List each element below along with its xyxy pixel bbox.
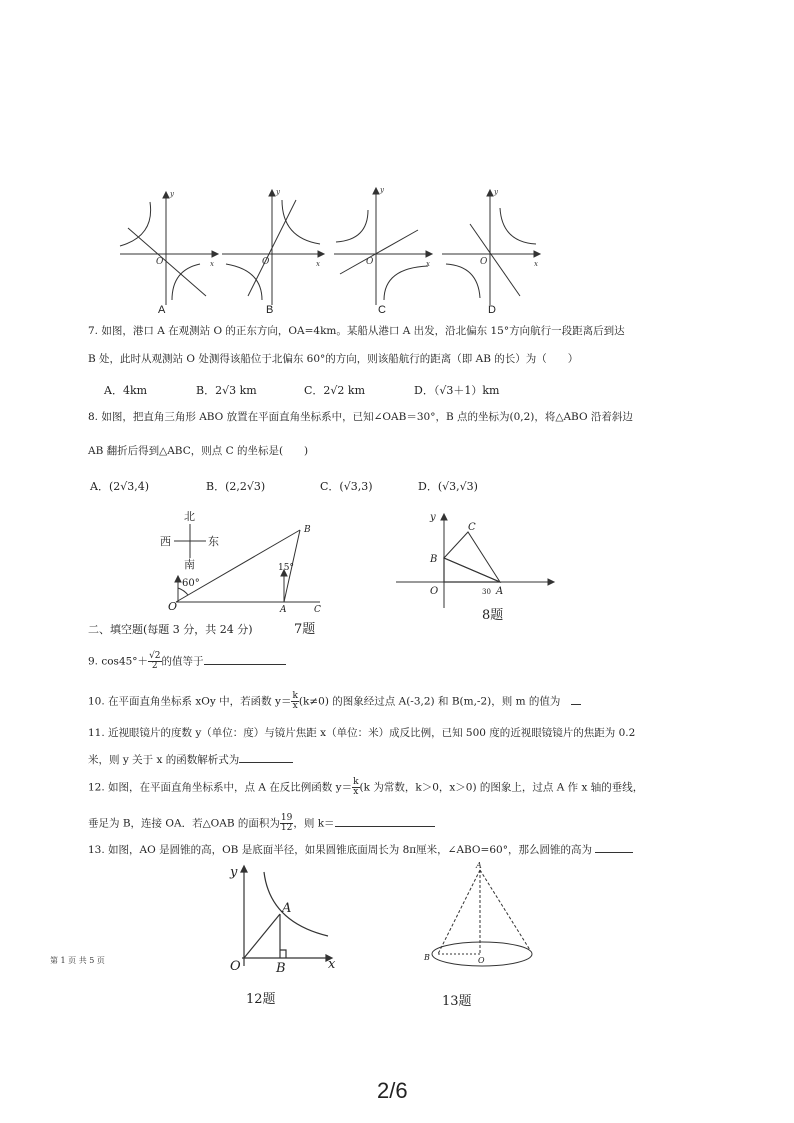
fig7-o: O (168, 600, 178, 613)
q13-text: 13. 如图，AO 是圆锥的高，OB 是底面半径，如果圆锥底面周长为 8π厘米，∠ABO=60°，那么圆锥的高为 (88, 844, 592, 856)
fig12-y: y (230, 865, 238, 880)
graph-label-a: A (158, 304, 166, 316)
q9-prefix: 9. cos45°＋ (88, 655, 149, 668)
figure-8 (396, 508, 566, 618)
q12-area-num: 19 (280, 813, 293, 823)
graph-label-d: D (488, 304, 496, 316)
fig12-caption: 12题 (246, 992, 276, 1007)
graph-a-o: O (156, 257, 164, 267)
q13-answer-blank[interactable] (595, 842, 633, 853)
q8-line2: AB 翻折后得到△ABC，则点 C 的坐标是( ) (88, 445, 309, 457)
q11-line2 (88, 752, 293, 767)
fig8-angle: 30 (482, 588, 491, 596)
q9-frac-den: 2 (151, 661, 158, 671)
q10-frac-num: k (292, 691, 298, 701)
fig12-x: x (328, 957, 336, 972)
fig8-y: y (430, 512, 436, 523)
option-graphs (0, 180, 794, 320)
q10-prefix: 10. 在平面直角坐标系 xOy 中，若函数 y＝ (88, 695, 292, 708)
q11-answer-blank[interactable] (239, 752, 293, 763)
figure-12 (222, 862, 342, 976)
fig8-c: C (468, 522, 476, 533)
fig12-b: B (276, 961, 286, 976)
fig7-angle15: 15° (278, 563, 294, 573)
fig7-caption: 7题 (294, 622, 316, 637)
figure-7 (160, 506, 340, 616)
graph-label-c: C (378, 304, 386, 316)
fig7-b: B (304, 525, 311, 535)
q10 (88, 692, 581, 711)
q12-suffix: (k 为常数，k＞0，x＞0) 的图象上，过点 A 作 x 轴的垂线， (359, 781, 644, 794)
q8-option-b: B．(2,2√3) (206, 480, 266, 493)
fig13-a: A (476, 861, 482, 870)
q9-frac-num: √2 (149, 651, 161, 661)
q12-line2 (88, 814, 435, 833)
fig8-b: B (430, 554, 438, 565)
q9-answer-blank[interactable] (204, 654, 286, 665)
fig12-o: O (230, 959, 241, 974)
graph-a-y: y (170, 190, 174, 198)
fig8-o: O (430, 586, 439, 597)
q7-option-c: C．2√2 km (304, 384, 366, 397)
q7-option-a: A．4km (104, 384, 148, 397)
fig7-north: 北 (184, 510, 195, 523)
q10-frac-den: x (292, 701, 298, 711)
q12-prefix: 12. 如图，在平面直角坐标系中，点 A 在反比例函数 y＝ (88, 781, 353, 794)
graph-c-y: y (380, 186, 384, 194)
graph-d-y: y (494, 188, 498, 196)
page-footer: 第 1 页 共 5 页 (50, 956, 105, 965)
fig12-a: A (282, 901, 292, 916)
graph-c (334, 188, 432, 305)
graph-b-y: y (276, 188, 280, 196)
figure-13 (420, 862, 550, 982)
q11-line1: 11. 近视眼镜片的度数 y（单位：度）与镜片焦距 x（单位：米）成反比例，已知 500 度的近视眼镜镜片的焦距为 0.2 (88, 727, 636, 739)
q10-fraction (291, 692, 298, 711)
q12-frac-num: k (353, 777, 359, 787)
fig13-o: O (478, 956, 485, 965)
graph-d (442, 190, 540, 305)
graph-b-x: x (316, 260, 320, 268)
q12-line2-prefix: 垂足为 B，连接 OA．若△OAB 的面积为 (88, 817, 280, 830)
q7-line2: B 处，此时从观测站 O 处测得该船位于北偏东 60°的方向，则该船航行的距离（即 AB 的长）为（ ） (88, 353, 579, 365)
fig13-caption: 13题 (442, 994, 472, 1009)
q8-option-a: A．(2√3,4) (90, 480, 150, 493)
q7-option-d: D．（√3＋1）km (414, 384, 500, 397)
graph-b (222, 190, 324, 305)
q10-answer-blank[interactable] (571, 694, 581, 705)
fig7-c: C (314, 605, 321, 615)
q12-area-fraction (280, 814, 293, 833)
q12-frac-den: x (353, 787, 359, 797)
fig8-caption: 8题 (482, 608, 504, 623)
q10-suffix: (k≠0) 的图象经过点 A(-3,2) 和 B(m,-2)，则 m 的值为 (298, 695, 571, 708)
q8-option-c: C．(√3,3) (320, 480, 373, 493)
q8-option-d: D．(√3,√3) (418, 480, 478, 493)
fig7-west: 西 (160, 535, 171, 548)
fig7-a: A (280, 605, 287, 615)
fig7-angle60: 60° (182, 578, 200, 589)
fig7-south: 南 (184, 558, 195, 571)
q11-line2-text: 米，则 y 关于 x 的函数解析式为 (88, 754, 240, 766)
page-number: 2/6 (377, 1078, 408, 1103)
graph-c-o: O (366, 257, 374, 267)
section-2-heading: 二、填空题(每题 3 分，共 24 分) (88, 623, 253, 636)
graph-a (120, 192, 218, 305)
graph-d-x: x (534, 260, 538, 268)
q8-line1: 8. 如图，把直角三角形 ABO 放置在平面直角坐标系中，已知∠OAB＝30°，B 点的坐标为(0,2)，将△ABO 沿着斜边 (88, 411, 633, 423)
q9 (88, 652, 286, 671)
fig13-b: B (424, 953, 430, 962)
fig7-east: 东 (208, 535, 219, 548)
q12-answer-blank[interactable] (335, 816, 435, 827)
q12-area-den: 12 (280, 823, 293, 833)
q7-option-b: B．2√3 km (196, 384, 257, 397)
q12-fraction (352, 778, 359, 797)
q9-suffix: 的值等于 (161, 655, 204, 668)
q9-fraction (148, 652, 161, 671)
graph-d-o: O (480, 257, 488, 267)
fig8-a: A (496, 586, 504, 597)
graph-a-x: x (210, 260, 214, 268)
graph-c-x: x (426, 260, 430, 268)
q13 (88, 842, 633, 857)
q12-line1 (88, 778, 643, 797)
graph-label-b: B (266, 304, 274, 316)
q12-line2-suffix: ，则 k＝ (293, 817, 335, 830)
graph-b-o: O (262, 257, 270, 267)
q7-line1: 7. 如图，港口 A 在观测站 O 的正东方向，OA=4km。某船从港口 A 出发，沿北偏东 15°方向航行一段距离后到达 (88, 325, 625, 337)
